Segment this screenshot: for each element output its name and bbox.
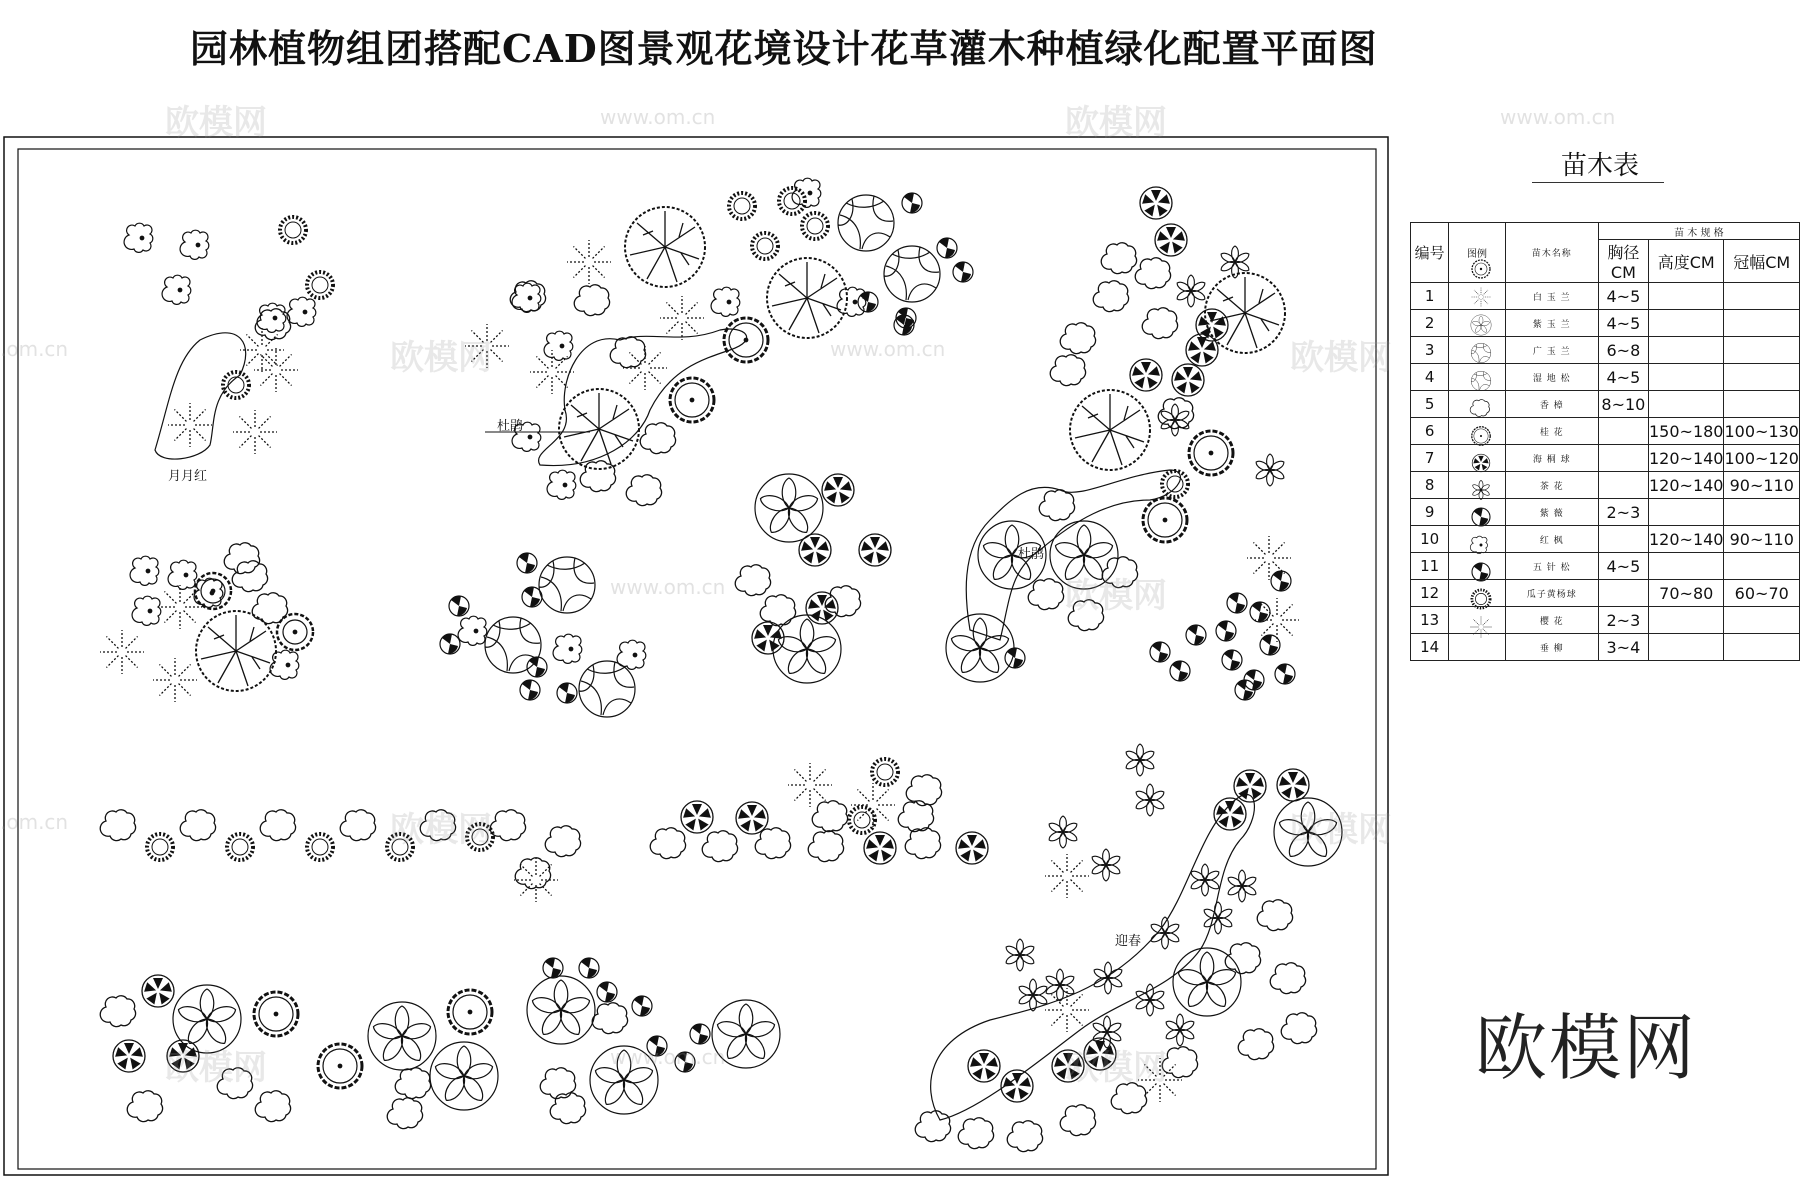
page-title: 园林植物组团搭配CAD图景观花境设计花草灌木种植绿化配置平面图 (190, 26, 1378, 71)
table-row (1411, 526, 1800, 553)
table-row (1411, 283, 1800, 310)
cell-crown: 100~120 (1724, 445, 1800, 472)
cell-height (1649, 499, 1724, 526)
watermark: 欧模网 (165, 1048, 267, 1088)
cell-no: 6 (1411, 418, 1449, 445)
cell-no: 14 (1411, 634, 1449, 661)
watermark-url: .om.cn (0, 337, 69, 361)
table-row (1411, 580, 1800, 607)
cell-dbh (1598, 445, 1648, 472)
cell-height (1649, 607, 1724, 634)
cell-crown (1724, 283, 1800, 310)
segment-circle-icon (1449, 364, 1505, 391)
group-top-right (946, 187, 1299, 700)
cell-height (1649, 337, 1724, 364)
watermark-url: www.om.cn (1500, 105, 1616, 129)
cell-height (1649, 283, 1724, 310)
cell-height (1649, 553, 1724, 580)
cell-no: 3 (1411, 337, 1449, 364)
header-no: 编号 (1411, 223, 1449, 283)
cell-no: 11 (1411, 553, 1449, 580)
header-height: 高度CM (1649, 240, 1724, 283)
cell-height: 70~80 (1649, 580, 1724, 607)
table-row (1411, 607, 1800, 634)
cell-no: 13 (1411, 607, 1449, 634)
watermark-url: www.om.cn (600, 105, 716, 129)
cell-name: 茶 花 (1505, 472, 1598, 499)
cell-no: 12 (1411, 580, 1449, 607)
dotted-circle-icon (1449, 553, 1505, 580)
cell-no: 8 (1411, 472, 1449, 499)
cell-crown: 90~110 (1724, 472, 1800, 499)
label-dujuan-1: 杜鹃 (497, 419, 524, 434)
cell-height (1649, 310, 1724, 337)
cell-name: 紫 玉 兰 (1505, 310, 1598, 337)
header-dbh: 胸径CM (1598, 240, 1648, 283)
header-symbol: 图例 (1449, 223, 1505, 283)
group-top-left (124, 217, 333, 459)
cell-name: 白 玉 兰 (1505, 283, 1598, 310)
ring-circle-icon (1449, 283, 1505, 310)
watermark: 欧模网 (165, 103, 267, 143)
table-row (1411, 634, 1800, 661)
cell-crown (1724, 607, 1800, 634)
cell-name: 樱 花 (1505, 607, 1598, 634)
cell-height: 150~180 (1649, 418, 1724, 445)
cell-crown (1724, 499, 1800, 526)
petal-star-icon (1449, 499, 1505, 526)
cell-no: 7 (1411, 445, 1449, 472)
label-yueyuehong: 月月红 (168, 469, 208, 484)
watermark: 欧模网 (390, 338, 492, 378)
cell-height: 120~140 (1649, 445, 1724, 472)
cell-height (1649, 634, 1724, 661)
table-row (1411, 337, 1800, 364)
table-row (1411, 310, 1800, 337)
watermark-url: www.om.cn (610, 575, 726, 599)
label-dujuan-2: 杜鹃 (1018, 547, 1045, 562)
legend-title: 苗木表 (1560, 151, 1639, 181)
cell-dbh: 4~5 (1598, 553, 1648, 580)
cell-no: 5 (1411, 391, 1449, 418)
cell-height: 120~140 (1649, 472, 1724, 499)
watermark: 欧模网 (1290, 810, 1392, 850)
drawing-frame-inner (18, 149, 1376, 1169)
header-spec: 苗 木 规 格 (1598, 223, 1799, 240)
black-flower-icon (1449, 472, 1505, 499)
cell-crown: 90~110 (1724, 526, 1800, 553)
pinwheel-icon (1449, 580, 1505, 607)
swirl-circle-icon (1449, 391, 1505, 418)
petal-circle-icon (1449, 337, 1505, 364)
header-crown: 冠幅CM (1724, 240, 1800, 283)
cell-no: 9 (1411, 499, 1449, 526)
cell-crown (1724, 310, 1800, 337)
cell-crown (1724, 337, 1800, 364)
cell-name: 湿 地 松 (1505, 364, 1598, 391)
watermark: 欧模网 (1065, 576, 1167, 616)
watermark: 欧模网 (1065, 1048, 1167, 1088)
watermark-url: .om.cn (0, 810, 69, 834)
cell-dbh: 2~3 (1598, 499, 1648, 526)
table-row (1411, 418, 1800, 445)
brand-logo: 欧模网 (1475, 1006, 1698, 1090)
cell-dbh: 4~5 (1598, 283, 1648, 310)
cell-name: 香 樟 (1505, 391, 1598, 418)
cell-no: 4 (1411, 364, 1449, 391)
watermark-url: www.om.cn (830, 337, 946, 361)
cell-no: 10 (1411, 526, 1449, 553)
cell-dbh: 2~3 (1598, 607, 1648, 634)
cell-dbh: 4~5 (1598, 364, 1648, 391)
cell-crown: 100~130 (1724, 418, 1800, 445)
cell-name: 广 玉 兰 (1505, 337, 1598, 364)
nursery-stock-table (1410, 222, 1800, 661)
cell-dbh (1598, 472, 1648, 499)
watermark: 欧模网 (390, 810, 492, 850)
cell-name: 五 针 松 (1505, 553, 1598, 580)
label-yingchun: 迎春 (1115, 934, 1142, 949)
cell-crown: 60~70 (1724, 580, 1800, 607)
table-row (1411, 472, 1800, 499)
cell-height: 120~140 (1649, 526, 1724, 553)
spiky-star-icon (1449, 634, 1505, 661)
cell-name: 红 枫 (1505, 526, 1598, 553)
cell-name: 垂 柳 (1505, 634, 1598, 661)
cell-dbh: 4~5 (1598, 310, 1648, 337)
scallop-circle-icon (1449, 418, 1505, 445)
table-row (1411, 364, 1800, 391)
dark-fan-icon (1449, 526, 1505, 553)
header-name: 苗木名称 (1505, 223, 1598, 283)
cell-dbh: 3~4 (1598, 634, 1648, 661)
legend-title-underline (1532, 182, 1664, 183)
cell-height (1649, 364, 1724, 391)
legend-body (1411, 283, 1800, 661)
cell-name: 瓜子黄杨球 (1505, 580, 1598, 607)
cell-name: 紫 薇 (1505, 499, 1598, 526)
cell-no: 2 (1411, 310, 1449, 337)
cell-crown (1724, 364, 1800, 391)
cell-dbh (1598, 580, 1648, 607)
cell-dbh (1598, 418, 1648, 445)
group-hedge-right (650, 759, 988, 864)
table-row (1411, 391, 1800, 418)
group-center (735, 474, 891, 683)
cell-dbh: 6~8 (1598, 337, 1648, 364)
table-row (1411, 553, 1800, 580)
cell-name: 桂 花 (1505, 418, 1598, 445)
cell-height (1649, 391, 1724, 418)
cell-dbh: 8~10 (1598, 391, 1648, 418)
cell-crown (1724, 553, 1800, 580)
watermark: 欧模网 (1290, 338, 1392, 378)
table-row (1411, 499, 1800, 526)
star-burst-icon (1449, 310, 1505, 337)
bold-scallop-icon (1449, 607, 1505, 634)
cell-crown (1724, 391, 1800, 418)
cell-crown (1724, 634, 1800, 661)
group-hedge-left (100, 810, 580, 902)
table-row (1411, 445, 1800, 472)
watermark: 欧模网 (1065, 103, 1167, 143)
watermark-url: www.om.cn (610, 1045, 726, 1069)
group-middle-left (100, 543, 313, 702)
cell-dbh (1598, 526, 1648, 553)
cell-no: 1 (1411, 283, 1449, 310)
cell-name: 海 桐 球 (1505, 445, 1598, 472)
dashed-circle-icon (1449, 445, 1505, 472)
